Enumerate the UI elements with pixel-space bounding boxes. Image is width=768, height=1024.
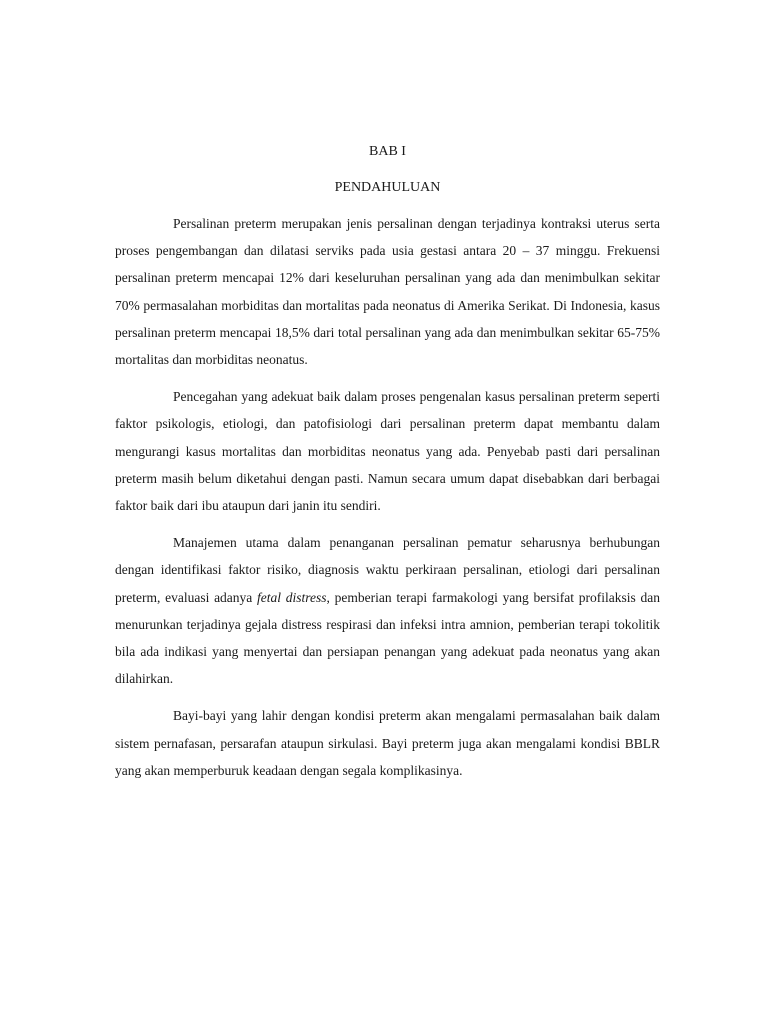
paragraph-2: Pencegahan yang adekuat baik dalam proses pengenalan kasus persalinan preterm seperti faktor psikologis, etiologi, dan patofisiologi dari persalinan preterm dapat membantu dalam mengurangi kasus mortalitas dan morbiditas neonatus yang ada. Penyebab pasti dari persalinan preterm masih belum diketahui dengan pasti. Namun secara umum dapat disebabkan dari berbagai faktor baik dari ibu ataupun dari janin itu sendiri. bbox=[115, 389, 660, 514]
paragraph-3 bbox=[115, 529, 660, 692]
document-body bbox=[115, 140, 660, 794]
paragraph-3-italic-term: fetal distress bbox=[257, 589, 327, 605]
paragraph-3-after: , pemberian terapi farmakologi yang bersifat profilaksis dan menurunkan terjadinya gejala distress respirasi dan infeksi intra amnion, pemberian terapi tokolitik bila ada indikasi yang menyertai dan persiapan penangan yang adekuat pada neonatus yang akan dilahirkan. bbox=[115, 589, 661, 687]
paragraph-4: Bayi-bayi yang lahir dengan kondisi preterm akan mengalami permasalahan baik dalam sistem pernafasan, persarafan ataupun sirkulasi. Bayi preterm juga akan mengalami kondisi BBLR yang akan memperburuk keadaan dengan segala komplikasinya. bbox=[115, 708, 660, 778]
chapter-heading: BAB I bbox=[369, 144, 406, 159]
paragraph-3-before: Manajemen utama dalam penanganan persalinan pematur seharusnya berhubungan dengan identifikasi faktor risiko, diagnosis waktu perkiraan persalinan, etiologi dari persalinan preterm, evaluasi adanya bbox=[115, 535, 660, 605]
paragraph-1: Persalinan preterm merupakan jenis persalinan dengan terjadinya kontraksi uterus serta proses pengembangan dan dilatasi serviks pada usia gestasi antara 20 – 37 minggu. Frekuensi persalinan preterm mencapai 12% dari keseluruhan persalinan yang ada dan menimbulkan sekitar 70% permasalahan morbiditas dan mortalitas pada neonatus di Amerika Serikat. Di Indonesia, kasus persalinan preterm mencapai 18,5% dari total persalinan yang ada dan menimbulkan sekitar 65-75% mortalitas dan morbiditas neonatus. bbox=[115, 216, 660, 368]
chapter-title: PENDAHULUAN bbox=[334, 180, 441, 195]
